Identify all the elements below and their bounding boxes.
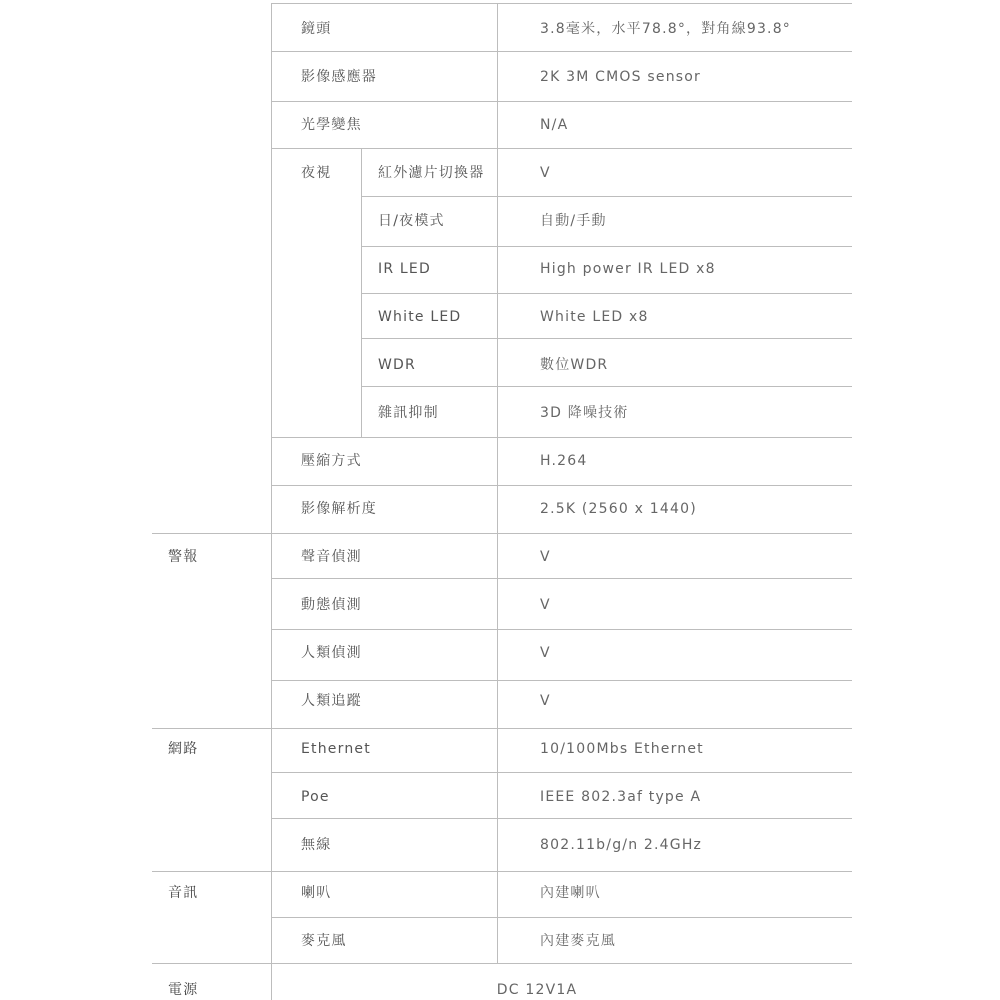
spec-label: 光學變焦 <box>301 117 362 133</box>
spec-label: 動態偵測 <box>301 597 362 613</box>
spec-label: 壓縮方式 <box>301 453 362 469</box>
row-divider <box>271 3 852 4</box>
spec-value: IEEE 802.3af type A <box>540 789 702 805</box>
spec-value: High power IR LED x8 <box>540 261 716 277</box>
spec-label: 鏡頭 <box>301 21 332 37</box>
spec-value: V <box>540 165 551 181</box>
group-label: 夜視 <box>301 165 332 181</box>
spec-label: Poe <box>301 789 330 805</box>
spec-value: 內建麥克風 <box>540 933 616 949</box>
spec-label: 紅外濾片切換器 <box>378 165 485 181</box>
spec-label: 人類偵測 <box>301 645 362 661</box>
power-value: DC 12V1A <box>496 982 578 998</box>
spec-value: 3.8毫米，水平78.8°，對角線93.8° <box>540 21 792 37</box>
row-divider <box>271 629 852 630</box>
category-label: 警報 <box>168 549 199 565</box>
row-divider <box>361 293 852 294</box>
row-divider <box>271 578 852 579</box>
spec-value: 自動/手動 <box>540 213 607 229</box>
row-divider <box>361 338 852 339</box>
spec-value: 數位WDR <box>540 357 609 373</box>
spec-value: 2.5K (2560 x 1440) <box>540 501 697 517</box>
row-divider <box>271 51 852 52</box>
spec-value: 802.11b/g/n 2.4GHz <box>540 837 703 853</box>
spec-value: N/A <box>540 117 569 133</box>
row-divider <box>152 963 852 964</box>
row-divider <box>152 533 852 534</box>
spec-value: White LED x8 <box>540 309 649 325</box>
spec-label: 雜訊抑制 <box>378 405 439 421</box>
spec-value: 3D 降噪技術 <box>540 405 629 421</box>
category-label: 電源 <box>168 982 199 998</box>
row-divider <box>361 386 852 387</box>
spec-value: 2K 3M CMOS sensor <box>540 69 701 85</box>
spec-value: V <box>540 549 551 565</box>
row-divider <box>271 772 852 773</box>
spec-label: IR LED <box>378 261 431 277</box>
row-divider <box>271 437 852 438</box>
category-label: 音訊 <box>168 885 199 901</box>
spec-label: WDR <box>378 357 416 373</box>
spec-value: 10/100Mbs Ethernet <box>540 741 704 757</box>
spec-value: 內建喇叭 <box>540 885 601 901</box>
spec-label: 人類追蹤 <box>301 693 362 709</box>
row-divider <box>271 917 852 918</box>
spec-label: Ethernet <box>301 741 371 757</box>
row-divider <box>152 871 852 872</box>
spec-value: H.264 <box>540 453 588 469</box>
spec-label: White LED <box>378 309 462 325</box>
spec-value: V <box>540 645 551 661</box>
spec-value: V <box>540 693 551 709</box>
spec-label: 喇叭 <box>301 885 332 901</box>
row-divider <box>361 246 852 247</box>
row-divider <box>271 148 852 149</box>
row-divider <box>271 818 852 819</box>
column-divider <box>361 148 362 437</box>
column-divider <box>271 3 272 1000</box>
row-divider <box>271 680 852 681</box>
spec-label: 麥克風 <box>301 933 347 949</box>
column-divider <box>497 3 498 963</box>
spec-label: 無線 <box>301 837 332 853</box>
spec-label: 影像解析度 <box>301 501 377 517</box>
spec-label: 影像感應器 <box>301 69 377 85</box>
row-divider <box>152 728 852 729</box>
row-divider <box>271 101 852 102</box>
spec-value: V <box>540 597 551 613</box>
spec-label: 聲音偵測 <box>301 549 362 565</box>
row-divider <box>361 196 852 197</box>
spec-label: 日/夜模式 <box>378 213 445 229</box>
row-divider <box>271 485 852 486</box>
category-label: 網路 <box>168 741 199 757</box>
